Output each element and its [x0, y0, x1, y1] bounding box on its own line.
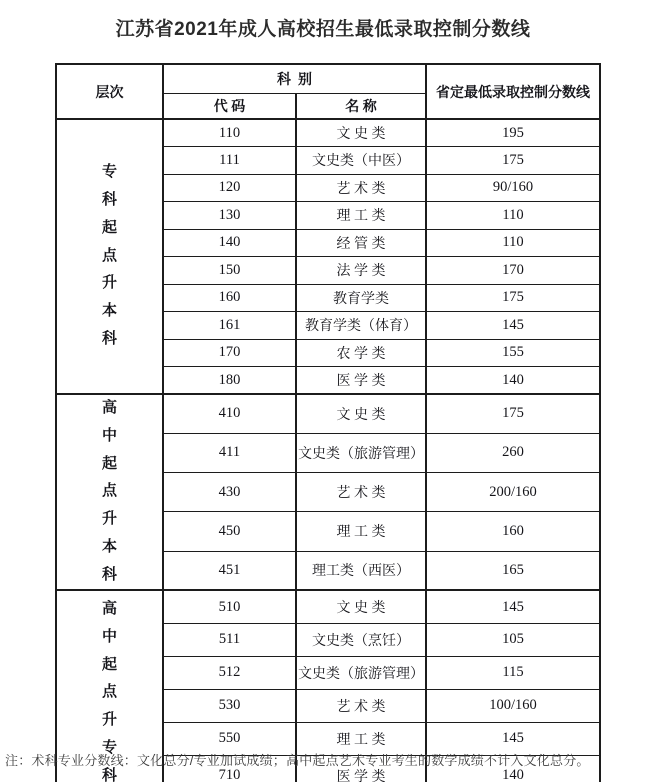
name-cell: 理 工 类: [296, 512, 426, 551]
score-cell: 90/160: [426, 174, 600, 202]
score-table: [55, 63, 601, 782]
header-code: 代 码: [163, 93, 296, 119]
name-cell: 教育学类: [296, 284, 426, 312]
score-cell: 145: [426, 312, 600, 340]
name-cell: 艺 术 类: [296, 174, 426, 202]
footnote: 注：术科专业分数线：文化总分/专业加试成绩；高中起点艺术专业考生的数学成绩不计入文化总分。: [5, 753, 590, 768]
score-cell: 110: [426, 229, 600, 257]
table-row: [56, 590, 600, 623]
score-cell: 175: [426, 394, 600, 433]
score-cell: 140: [426, 367, 600, 395]
name-cell: 艺 术 类: [296, 473, 426, 512]
score-cell: 140: [426, 755, 600, 782]
score-cell: 160: [426, 512, 600, 551]
score-cell: 110: [426, 202, 600, 230]
table-header: [56, 64, 600, 119]
code-cell: 510: [163, 590, 296, 623]
score-cell: 260: [426, 433, 600, 472]
group-level-label: 高中起点升本科: [101, 400, 117, 583]
group-level-cell: [56, 394, 163, 590]
score-cell: 115: [426, 656, 600, 689]
group-level-cell: [56, 119, 163, 394]
code-cell: 410: [163, 394, 296, 433]
name-cell: 文 史 类: [296, 394, 426, 433]
name-cell: 文史类（旅游管理）: [296, 433, 426, 472]
name-cell: 文史类（旅游管理）: [296, 656, 426, 689]
score-cell: 155: [426, 339, 600, 367]
name-cell: 医 学 类: [296, 367, 426, 395]
code-cell: 451: [163, 551, 296, 590]
name-cell: 理 工 类: [296, 202, 426, 230]
score-cell: 100/160: [426, 689, 600, 722]
code-cell: 110: [163, 119, 296, 147]
code-cell: 150: [163, 257, 296, 285]
code-cell: 130: [163, 202, 296, 230]
score-cell: 170: [426, 257, 600, 285]
code-cell: 160: [163, 284, 296, 312]
name-cell: 法 学 类: [296, 257, 426, 285]
name-cell: 文史类（中医）: [296, 147, 426, 175]
code-cell: 140: [163, 229, 296, 257]
group-zhuanke-qidian-sheng-benke: [56, 119, 600, 394]
header-level: 层次: [56, 64, 163, 119]
score-cell: 175: [426, 284, 600, 312]
name-cell: 理 工 类: [296, 722, 426, 755]
code-cell: 450: [163, 512, 296, 551]
code-cell: 512: [163, 656, 296, 689]
code-cell: 550: [163, 722, 296, 755]
header-score-line: 省定最低录取控制分数线: [426, 64, 600, 119]
name-cell: 医 学 类: [296, 755, 426, 782]
score-cell: 175: [426, 147, 600, 175]
code-cell: 180: [163, 367, 296, 395]
score-cell: 105: [426, 623, 600, 656]
header-subject-group: 科 别: [163, 64, 426, 93]
group-gaozhong-qidian-sheng-benke: [56, 394, 600, 590]
name-cell: 农 学 类: [296, 339, 426, 367]
code-cell: 411: [163, 433, 296, 472]
name-cell: 文 史 类: [296, 590, 426, 623]
code-cell: 161: [163, 312, 296, 340]
score-cell: 165: [426, 551, 600, 590]
name-cell: 文 史 类: [296, 119, 426, 147]
group-level-label: 高中起点升专科: [101, 601, 117, 782]
score-cell: 145: [426, 722, 600, 755]
table-row: [56, 119, 600, 147]
code-cell: 111: [163, 147, 296, 175]
page-title: 江苏省2021年成人高校招生最低录取控制分数线: [115, 19, 531, 40]
code-cell: 530: [163, 689, 296, 722]
score-cell: 145: [426, 590, 600, 623]
code-cell: 120: [163, 174, 296, 202]
score-cell: 200/160: [426, 473, 600, 512]
code-cell: 170: [163, 339, 296, 367]
code-cell: 511: [163, 623, 296, 656]
name-cell: 理工类（西医）: [296, 551, 426, 590]
table-row: [56, 394, 600, 433]
name-cell: 教育学类（体育）: [296, 312, 426, 340]
name-cell: 文史类（烹饪）: [296, 623, 426, 656]
score-cell: 195: [426, 119, 600, 147]
name-cell: 艺 术 类: [296, 689, 426, 722]
header-name: 名 称: [296, 93, 426, 119]
name-cell: 经 管 类: [296, 229, 426, 257]
group-level-label: 专科起点升本科: [101, 164, 117, 347]
code-cell: 430: [163, 473, 296, 512]
code-cell: 710: [163, 755, 296, 782]
